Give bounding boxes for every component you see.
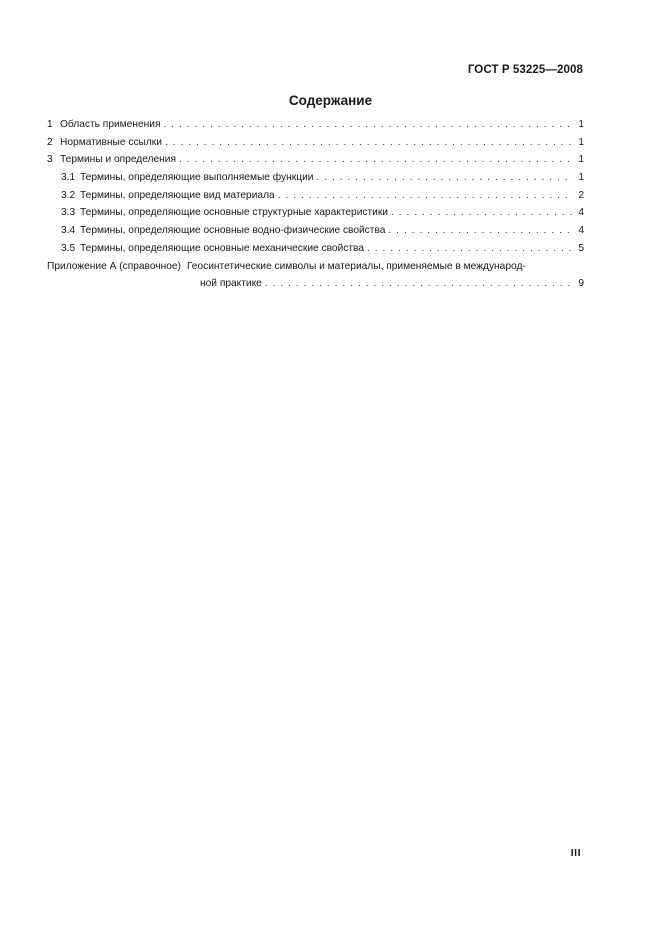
toc-title: Содержание xyxy=(288,93,373,108)
toc-entry-label: Термины и определения xyxy=(60,154,176,166)
toc-entry-label: Термины, определяющие вид материала xyxy=(80,189,275,201)
toc-entry-1[interactable] xyxy=(47,119,584,137)
toc-entry-3-4[interactable] xyxy=(47,225,584,243)
toc-entry-page: 1 xyxy=(578,136,584,148)
document-code: ГОСТ Р 53225—2008 xyxy=(467,64,583,76)
toc-entry-label: Область применения xyxy=(60,119,161,130)
toc-entry-page: 1 xyxy=(578,172,584,184)
toc-entry-label: Термины, определяющие основные водно-физические свойства xyxy=(80,225,386,237)
toc-entry-page: 1 xyxy=(578,119,584,130)
toc-entry-page: 5 xyxy=(578,242,584,254)
dot-leader xyxy=(179,154,573,165)
dot-leader xyxy=(367,243,573,254)
toc-entry-number: 3 xyxy=(47,154,53,166)
toc-entry-number: 3.3 xyxy=(61,207,76,219)
toc-entry-number: 3.5 xyxy=(61,242,76,254)
toc-entry-label: Термины, определяющие основные механические свойства xyxy=(80,242,365,254)
toc-entry-2[interactable] xyxy=(47,137,584,155)
toc-entry-page: 4 xyxy=(578,225,584,237)
toc-entry-number: 1 xyxy=(47,119,53,130)
toc-entry-number: 3.4 xyxy=(61,225,76,237)
appendix-title-line2: ной практике xyxy=(200,278,262,290)
table-of-contents xyxy=(47,119,584,296)
toc-entry-appendix-a[interactable] xyxy=(47,261,584,296)
toc-entry-3-2[interactable] xyxy=(47,190,584,208)
toc-entry-page: 9 xyxy=(578,278,584,290)
toc-entry-page: 4 xyxy=(578,207,584,219)
toc-entry-3-5[interactable] xyxy=(47,243,584,261)
page-number: III xyxy=(570,847,581,859)
toc-entry-3-3[interactable] xyxy=(47,207,584,225)
dot-leader xyxy=(278,190,573,201)
dot-leader xyxy=(265,278,573,289)
dot-leader xyxy=(391,207,573,218)
toc-entry-number: 2 xyxy=(47,136,53,148)
toc-entry-3[interactable] xyxy=(47,154,584,172)
toc-entry-page: 1 xyxy=(578,154,584,166)
toc-entry-label: Термины, определяющие основные структурные характеристики xyxy=(80,207,388,219)
dot-leader xyxy=(388,225,573,236)
dot-leader xyxy=(163,119,573,130)
toc-entry-label: Нормативные ссылки xyxy=(60,136,162,148)
dot-leader xyxy=(165,137,573,148)
toc-entry-page: 2 xyxy=(578,189,584,201)
toc-entry-number: 3.2 xyxy=(61,189,76,201)
toc-entry-label: Термины, определяющие выполняемые функции xyxy=(80,172,314,184)
dot-leader xyxy=(316,172,573,183)
toc-entry-3-1[interactable] xyxy=(47,172,584,190)
toc-entry-number: 3.1 xyxy=(61,172,76,184)
appendix-prefix: Приложение А (справочное) xyxy=(47,260,181,272)
appendix-title-line1: Геосинтетические символы и материалы, применяемые в международ- xyxy=(186,260,526,272)
